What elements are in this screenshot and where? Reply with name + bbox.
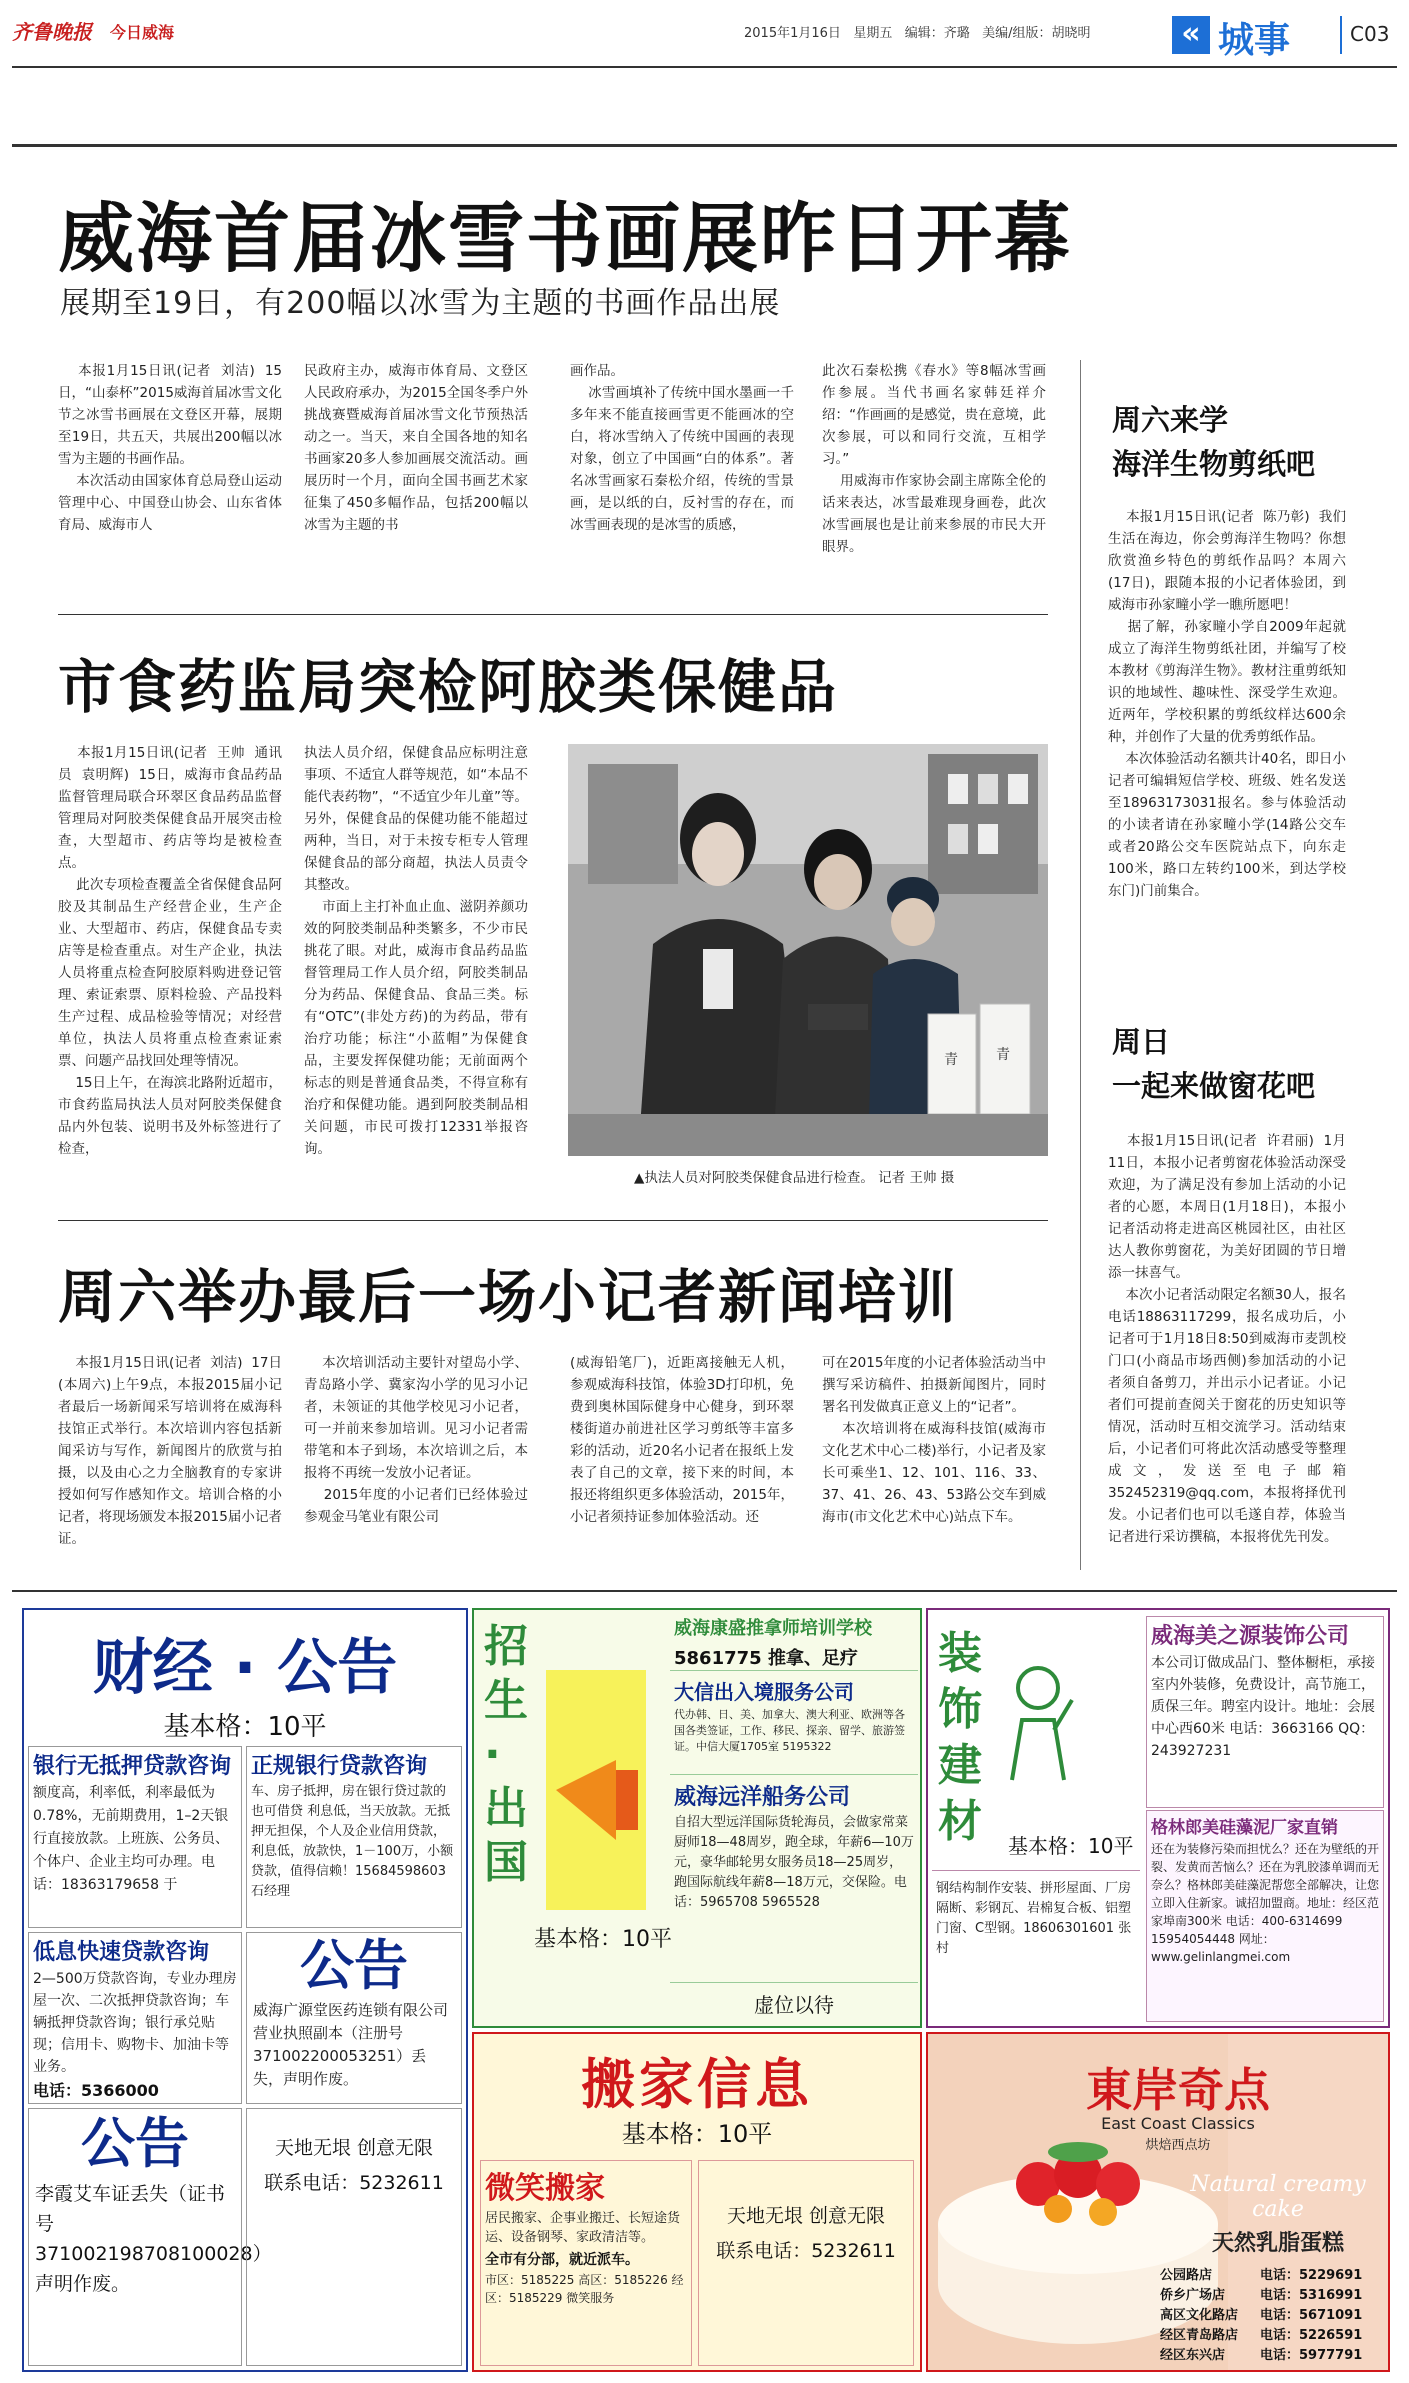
ad-yuanyang-text: 自招大型远洋国际货轮海员，会做家常菜厨师18—48周岁，跑全球，年薪6—10万元，豪华邮轮男女服务员18—25周岁，跑国际航线年薪8—18万元，交保险。电话：5965708 5965528 <box>674 1815 914 1910</box>
ad-caijing-price: 基本格：10平 <box>163 1712 327 1742</box>
section-divider <box>1340 16 1342 54</box>
ad-jianan-box <box>932 1870 1140 2021</box>
design-credit: 美编/组版：胡晓明 <box>982 26 1091 41</box>
ad-weixiao-hot: 全市有分部，就近派车。 <box>485 2252 639 2268</box>
ad-loan3-title: 低息快速贷款咨询 <box>33 1940 210 1965</box>
ad-notice1-text: 威海广源堂医药连锁有限公司营业执照副本（注册号371002200053251）丢失，声明作废。 <box>253 2001 449 2088</box>
ad-kangsheng-title: 威海康盛推拿师培训学校 <box>674 1618 872 1639</box>
masthead-rule <box>12 66 1397 68</box>
store-row <box>1160 2306 1384 2326</box>
issue-date: 2015年1月16日 <box>744 26 841 41</box>
ad-caijing-title: 财经 · 公告 <box>92 1633 398 1703</box>
ad-zhuangshi-panel <box>926 1608 1390 2028</box>
ad-banjia-wuxian-box <box>698 2160 914 2366</box>
ad-loan2-text: 车、房子抵押，房在银行贷过款的也可借贷 利息低，当天放款。无抵押无担保，个人及企业信用贷款，利息低，放款快，1－100万，小额贷款，值得信赖！15684598603 石经理 <box>251 1784 454 1899</box>
sidebar-divider <box>1080 360 1081 1570</box>
editor-credit: 编辑：齐璐 <box>904 26 970 41</box>
ad-weixiao-phones: 市区：5185225 高区：5185226 经区：5185229 微笑服务 <box>485 2273 684 2305</box>
ad-daxin-text: 代办韩、日、美、加拿大、澳大利亚、欧洲等各国各类签证，工作、移民、探亲、留学、旅游签证。中信大厦1705室 5195322 <box>674 1708 905 1753</box>
ad-notice1-box <box>246 1932 462 2104</box>
edition-label: 今日威海 <box>110 23 175 42</box>
ad-meizhiyuan-text: 本公司订做成品门、整体橱柜，承接室内外装修，免费设计，高节施工，质保三年。聘室内设计。地址：会展中心西60米 电话：3663166 QQ：243927231 <box>1151 1655 1375 1759</box>
ad-loan3-text: 2—500万贷款咨询，专业办理房屋一次、二次抵押贷款咨询；车辆抵押贷款咨询；银行承兑贴现；信用卡、购物卡、加油卡等业务。 <box>33 1971 237 2075</box>
ad-wuxian-phone: 联系电话：5232611 <box>264 2172 444 2194</box>
ad-gelinlang-text: 还在为装修污染而担忧么？还在为壁纸的开裂、发黄而苦恼么？还在为乳胶漆单调而无奈么？格林郎美硅藻泥帮您全部解决，让您立即入住新家。诚招加盟商。地址：经区范家埠南300米 电话：400-6314699 15954054448 网址：www.gelinlangmei.com <box>1151 1842 1380 1964</box>
ad-zhaosheng-panel <box>472 1608 922 2028</box>
ad-caijing-panel <box>22 1608 468 2372</box>
ad-notice1-title: 公告 <box>300 1934 408 1997</box>
svg-text:青: 青 <box>944 1052 958 1068</box>
ad-dongan-stores <box>1160 2266 1384 2366</box>
ad-loan3-box <box>28 1932 242 2104</box>
ad-banjia-price: 基本格：10平 <box>621 2120 773 2148</box>
ad-loan1-text: 额度高，利率低，利率最低为0.78%，无前期费用，1–2天银行直接放款。上班族、公务员、个体户、企业主均可办理。电话：18363179658 于 <box>33 1785 229 1893</box>
ad-wuxian-text: 天地无垠 创意无限 <box>274 2137 434 2159</box>
ad-notice2-text: 李霞艾车证丢失（证书号371002198708100028）声明作废。 <box>35 2183 272 2295</box>
worker-icon <box>1000 1660 1076 1790</box>
ad-dongan-panel <box>926 2032 1390 2372</box>
lead-col-1: 本报1月15日讯(记者 刘洁) 15日，“山泰杯”2015威海首届冰雪文化节之冰雪书画展在文登区开幕，展期至19日，共五天，共展出200幅以冰雪为主题的书画作品。 本次活动由国家体育总局登山运动管理中心、中国登山协会、山东省体育局、威海市人 <box>58 363 282 533</box>
story2-col-2: 执法人员介绍，保健食品应标明注意事项、不适宜人群等规范，如“本品不能代表药物”，“不适宜少年儿童”等。另外，保健食品的保健功能不能超过两种，当日，对于未按专柜专人管理保健食品的部分商超，执法人员责令其整改。 市面上主打补血止血、滋阴养颜功效的阿胶类制品种类繁多，不少市民挑花了眼。对此，威海市食品药品监督管理局工作人员介绍，阿胶类制品分为药品、保健食品、食品三类。标有“OTC”(非处方药)的为药品，带有治疗功能；标注“小蓝帽”为保健食品，主要发挥保健功能；无前面两个标志的则是普通食品类，不得宣称有治疗和保健功能。遇到阿胶类制品相关问题，市民可拨打12331举报咨询。 <box>304 745 528 1157</box>
ad-daxin-box <box>670 1674 918 1775</box>
story2-headline: 市食药监局突检阿胶类保健品 <box>58 653 839 721</box>
ad-jianan-text: 钢结构制作安装、拼形屋面、厂房隔断、彩钢瓦、岩棉复合板、铝塑门窗、C型钢。18606301601 张村 <box>936 1881 1132 1956</box>
lead-col-3: 画作品。 冰雪画填补了传统中国水墨画一千多年来不能直接画雪更不能画冰的空白，将冰雪纳入了传统中国画的表现对象，创立了中国画“白的体系”。著名冰雪画家石秦松介绍，传统的雪景画，是以纸的白，反衬雪的存在，而冰雪画表现的是冰雪的质感， <box>570 363 794 533</box>
ad-dongan-slogan-en: Natural creamy cake <box>1190 2172 1366 2222</box>
store-row <box>1160 2286 1384 2306</box>
lead-subhead: 展期至19日，有200幅以冰雪为主题的书画作品出展 <box>60 286 781 321</box>
ad-daxin-title: 大信出入境服务公司 <box>674 1680 854 1704</box>
section-chevron-icon: « <box>1172 16 1210 54</box>
ad-loan1-title: 银行无抵押贷款咨询 <box>33 1754 232 1779</box>
page-number: C03 <box>1350 22 1390 46</box>
lead-rule <box>58 614 1048 615</box>
ad-loan1-box <box>28 1746 242 1928</box>
story3-col-1: 本报1月15日讯(记者 刘洁) 17日(本周六)上午9点，本报2015届小记者最后一场新闻采写培训将在威海科技馆正式举行。本次培训内容包括新闻采访与写作，新闻图片的欣赏与拍摄，以及由心之力全脑教育的专家讲授如何写作感知作文。培训合格的小记者，将现场颁发本报2015届小记者证。 <box>58 1355 282 1547</box>
sidebar2-title: 周日 一起来做窗花吧 <box>1112 1025 1316 1103</box>
ad-dongan-brand-en: East Coast Classics <box>1101 2114 1255 2133</box>
store-phone: 电话：5316991 <box>1260 2288 1363 2303</box>
sidebar1-body: 本报1月15日讯(记者 陈乃彰) 我们生活在海边，你会剪海洋生物吗？你想欣赏渔乡特色的剪纸作品吗？本周六(17日)，跟随本报的小记者体验团，到威海市孙家疃小学一瞧所愿吧！ 据了解，孙家疃小学自2009年起就成立了海洋生物剪纸社团，并编写了校本教材《剪海洋生物》。教材注重剪纸知识的地域性、趣味性、深受学生欢迎。近两年，学校积累的剪纸纹样达600余种，并创作了大量的优秀剪纸作品。 本次体验活动名额共计40名，即日小记者可编辑短信学校、班级、姓名发送至18963173031报名。参与体验活动的小读者请在孙家疃小学(14路公交车或者20路公交车医院站点下，向东走100米，路口左转约100米，到达学校东门)门前集合。 <box>1108 509 1346 899</box>
store-row <box>1160 2346 1384 2366</box>
ad-zhuangshi-price: 基本格：10平 <box>1008 1834 1134 1858</box>
inspection-photo-illustration <box>568 744 1048 1156</box>
store-name: 公园路店 <box>1160 2268 1213 2283</box>
lead-col-2: 民政府主办，威海市体育局、文登区人民政府承办，为2015全国冬季户外挑战赛暨威海首届冰雪文化节预热活动之一。当天，来自全国各地的知名书画家20多人参加画展交流活动。画展历时一个月，面向全国书画艺术家征集了450多幅作品，包括200幅以冰雪为主题的书 <box>304 363 528 533</box>
ad-loan3-phone: 电话：5366000 <box>33 2081 159 2100</box>
store-row <box>1160 2326 1384 2346</box>
store-name: 经区青岛路店 <box>1160 2328 1239 2343</box>
story3-col-2: 本次培训活动主要针对望岛小学、青岛路小学、冀家沟小学的见习小记者，未领证的其他学校见习小记者，可一并前来参加培训。见习小记者需带笔和本子到场，本次培训之后，本报将不再统一发放小记者证。 2015年度的小记者们已经体验过参观金马笔业有限公司 <box>304 1355 528 1525</box>
ad-loan2-title: 正规银行贷款咨询 <box>251 1754 428 1779</box>
section-name: 城事 <box>1218 20 1291 61</box>
ad-banjia-title: 搬家信息 <box>581 2053 813 2116</box>
ad-gelinlang-title: 格林郎美硅藻泥厂家直销 <box>1151 1818 1338 1838</box>
masthead-meta <box>744 22 1091 41</box>
ads-top-rule <box>12 1590 1397 1592</box>
ad-notice2-box <box>28 2108 272 2366</box>
ad-yuanyang-title: 威海远洋船务公司 <box>674 1785 851 1810</box>
store-phone: 电话：5671091 <box>1260 2308 1363 2323</box>
ad-kangsheng-box <box>670 1610 918 1671</box>
ad-meizhiyuan-box <box>1146 1616 1384 1808</box>
store-phone: 电话：5977791 <box>1260 2348 1363 2363</box>
ad-kangsheng-sub: 5861775 推拿、足疗 <box>674 1648 858 1669</box>
lead-headline: 威海首届冰雪书画展昨日开幕 <box>58 194 1072 283</box>
store-phone: 电话：5226591 <box>1260 2328 1363 2343</box>
ad-notice2-title: 公告 <box>81 2112 189 2175</box>
ad-zhaosheng-title: 招生·出国 <box>484 1621 528 1888</box>
svg-text:青: 青 <box>996 1047 1010 1063</box>
ad-wuxian-box <box>246 2108 462 2366</box>
store-name: 经区东兴店 <box>1160 2348 1226 2363</box>
issue-weekday: 星期五 <box>853 26 893 41</box>
story2-rule <box>58 1220 1048 1221</box>
ad-weixiao-text: 居民搬家、企事业搬迁、长短途货运、设备钢琴、家政清洁等。 <box>485 2211 681 2245</box>
store-name: 高区文化路店 <box>1160 2308 1239 2323</box>
store-name: 侨乡广场店 <box>1160 2288 1226 2303</box>
lead-col-4: 此次石秦松携《春水》等8幅冰雪画作参展。当代书画名家韩廷祥介绍：“作画画的是感觉，贵在意境，此次参展，可以和同行交流，互相学习。” 用威海市作家协会副主席陈全伦的话来表达，冰雪最难现身画卷，此次冰雪画展也是让前来参展的市民大开眼界。 <box>822 363 1046 555</box>
store-row <box>1160 2266 1384 2286</box>
story3-col-3: (威海铅笔厂)，近距离接触无人机，参观威海科技馆，体验3D打印机，免费到奥林国际健身中心健身，到环翠楼街道办前进社区学习剪纸等丰富多彩的活动，近20名小记者在报纸上发表了自己的文章，接下来的时间，本报还将组织更多体验活动，2015年，小记者须持证参加体验活动。还 <box>570 1355 794 1525</box>
inspection-photo <box>568 744 1048 1156</box>
ad-banjia-panel <box>472 2032 922 2372</box>
store-phone: 电话：5229691 <box>1260 2268 1363 2283</box>
ad-vacancy: 虚位以待 <box>670 1982 918 2018</box>
ad-dongan-brand: 東岸奇点 <box>1086 2063 1270 2117</box>
ad-loan2-box <box>246 1746 462 1928</box>
story3-col-4: 可在2015年度的小记者体验活动当中撰写采访稿件、拍摄新闻图片，同时署名刊发做真正意义上的“记者”。 本次培训将在威海科技馆(威海市文化艺术中心二楼)举行，小记者及家长可乘坐1、12、101、116、33、37、41、26、43、53路公交车到威海市(市文化艺术中心)站点下车。 <box>822 1355 1046 1525</box>
sidebar2-body: 本报1月15日讯(记者 许君丽) 1月11日，本报小记者剪窗花体验活动深受欢迎，为了满足没有参加上活动的小记者的心愿，本周日(1月18日)，本报小记者活动将走进高区桃园社区，由社区达人教你剪窗花，为美好团圆的节日增添一抹喜气。 本次小记者活动限定名额30人，报名电话18863117299，报名成功后，小记者可于1月18日8:50到威海市麦凯校门口(小商品市场西侧)参加活动的小记者须自备剪刀，并出示小记者证。小记者们可提前查阅关于窗花的历史知识等情况，活动时互相交流学习。活动结束后，小记者们可将此次活动感受等整理成文，发送至电子邮箱352452319@qq.com，本报将择优刊发。小记者们也可以毛遂自荐，体验当记者进行采访撰稿，本报将优先刊发。 <box>1108 1133 1346 1545</box>
ad-zhuangshi-title: 装饰建材 <box>938 1628 982 1847</box>
paper-logo: 齐鲁晚报 <box>12 20 92 44</box>
ad-meizhiyuan-title: 威海美之源装饰公司 <box>1151 1624 1350 1649</box>
ad-yuanyang-box <box>670 1778 918 1968</box>
story2-col-1: 本报1月15日讯(记者 王帅 通讯员 袁明辉) 15日，威海市食品药品监督管理局联合环翠区食品药品监督管理局对阿胶类保健食品开展突击检查，大型超市、药店等均是被检查点。 此次专项检查覆盖全省保健食品阿胶及其制品生产经营企业，生产企业、大型超市、药店，保健食品专卖店等是检查重点。对生产企业，执法人员将重点检查阿胶原料购进登记管理、索证索票、原料检验、产品投料生产过程、成品检验等情况；对经营单位，执法人员将重点检查索证索票、问题产品找回处理等情况。 15日上午，在海滨北路附近超市，市食药监局执法人员对阿胶类保健食品内外包装、说明书及外标签进行了检查， <box>58 745 282 1157</box>
ad-dongan-slogan-cn: 天然乳脂蛋糕 <box>1211 2231 1344 2256</box>
ad-weixiao-title: 微笑搬家 <box>485 2171 605 2206</box>
masthead-rule-2 <box>12 144 1397 147</box>
photo-caption: ▲执法人员对阿胶类保健食品进行检查。 记者 王帅 摄 <box>634 1170 955 1186</box>
ad-dongan-brand-sub: 烘焙西点坊 <box>1145 2138 1211 2153</box>
ad-gelinlang-box <box>1146 1810 1384 2022</box>
ad-banjia-wuxian-text: 天地无垠 创意无限 <box>726 2205 886 2227</box>
story3-headline: 周六举办最后一场小记者新闻培训 <box>58 1263 959 1331</box>
megaphone-icon <box>536 1670 654 1910</box>
ad-jianan-title <box>932 1871 1140 1879</box>
sidebar1-title: 周六来学 海洋生物剪纸吧 <box>1112 403 1316 481</box>
ad-weixiao-box <box>480 2160 692 2366</box>
ad-banjia-wuxian-phone: 联系电话：5232611 <box>716 2240 896 2262</box>
ad-zhaosheng-price: 基本格：10平 <box>534 1927 672 1952</box>
